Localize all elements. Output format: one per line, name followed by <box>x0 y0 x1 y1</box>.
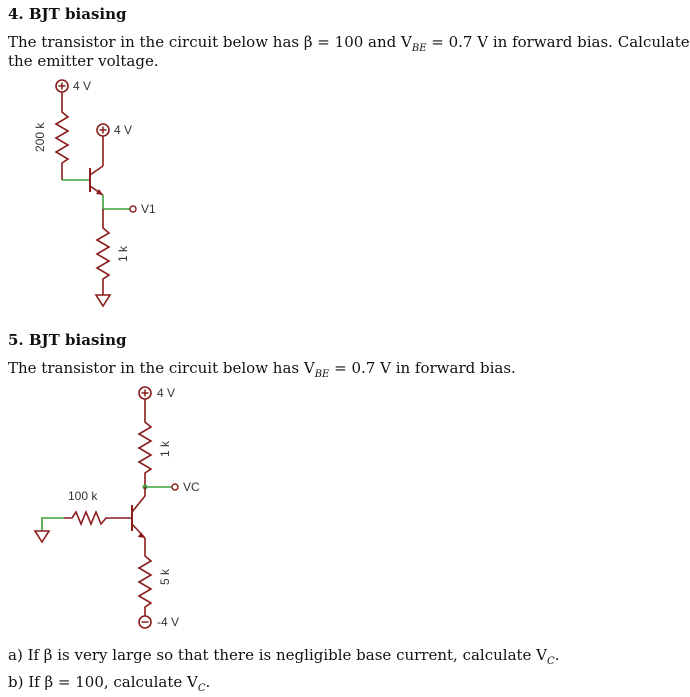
c5-resistor-100k <box>64 512 132 524</box>
c5-ground-icon <box>35 531 49 542</box>
c4-ground-icon <box>96 295 110 306</box>
problem4-title: 4. BJT biasing <box>8 5 127 23</box>
c4-transistor-icon <box>90 166 103 195</box>
p5-sub: BE <box>314 369 330 380</box>
supply-plus-icon <box>56 80 68 92</box>
p5-text-a: The transistor in the circuit below has V <box>8 359 315 377</box>
c5-node-terminal <box>172 484 178 490</box>
qa-sub: C <box>547 656 555 667</box>
p4-sub: BE <box>411 43 427 54</box>
c5-supply-top-label: 4 V <box>157 386 176 400</box>
qa-text: a) If β is very large so that there is negligible base current, calculate V <box>8 646 548 664</box>
problem5-title: 5. BJT biasing <box>8 331 127 349</box>
c5-r-emitter-label: 5 k <box>158 568 172 585</box>
c5-r-collector-label: 1 k <box>158 440 172 457</box>
c5-r-base-label: 100 k <box>68 489 98 503</box>
qa-end: . <box>554 646 560 664</box>
p5-text-b: = 0.7 V in forward bias. <box>329 359 516 377</box>
qb-end: . <box>205 673 211 691</box>
problem4-statement-line2: the emitter voltage. <box>8 52 159 70</box>
c4-emitter-wire <box>103 195 130 209</box>
c5-transistor-icon <box>132 496 145 538</box>
circuit4 <box>33 79 156 306</box>
c5-base-ground-wire <box>42 518 64 531</box>
qb-text: b) If β = 100, calculate V <box>8 673 198 691</box>
supply-plus-icon-collector <box>97 124 109 136</box>
p4-text-b: = 0.7 V in forward bias. Calculate <box>426 33 690 51</box>
c4-r-base-label: 200 k <box>33 122 47 152</box>
c4-resistor-200k <box>56 92 68 180</box>
c4-resistor-1k <box>97 209 109 295</box>
c5-resistor-5k <box>139 538 151 616</box>
c5-supply-bottom-label: -4 V <box>157 615 180 629</box>
c4-supply-top-label: 4 V <box>73 79 92 93</box>
c4-supply-collector-label: 4 V <box>114 123 133 137</box>
c5-resistor-1k <box>139 399 151 487</box>
c4-node-terminal <box>130 206 136 212</box>
c4-node-label: V1 <box>141 202 156 216</box>
c5-node-label: VC <box>183 480 200 494</box>
supply-minus-icon <box>139 616 151 628</box>
circuit5 <box>35 386 200 629</box>
supply-plus-icon-c5 <box>139 387 151 399</box>
qb-sub: C <box>197 683 206 694</box>
c4-r-emitter-label: 1 k <box>116 245 130 262</box>
p4-text-a: The transistor in the circuit below has β = 100 and V <box>8 33 412 51</box>
